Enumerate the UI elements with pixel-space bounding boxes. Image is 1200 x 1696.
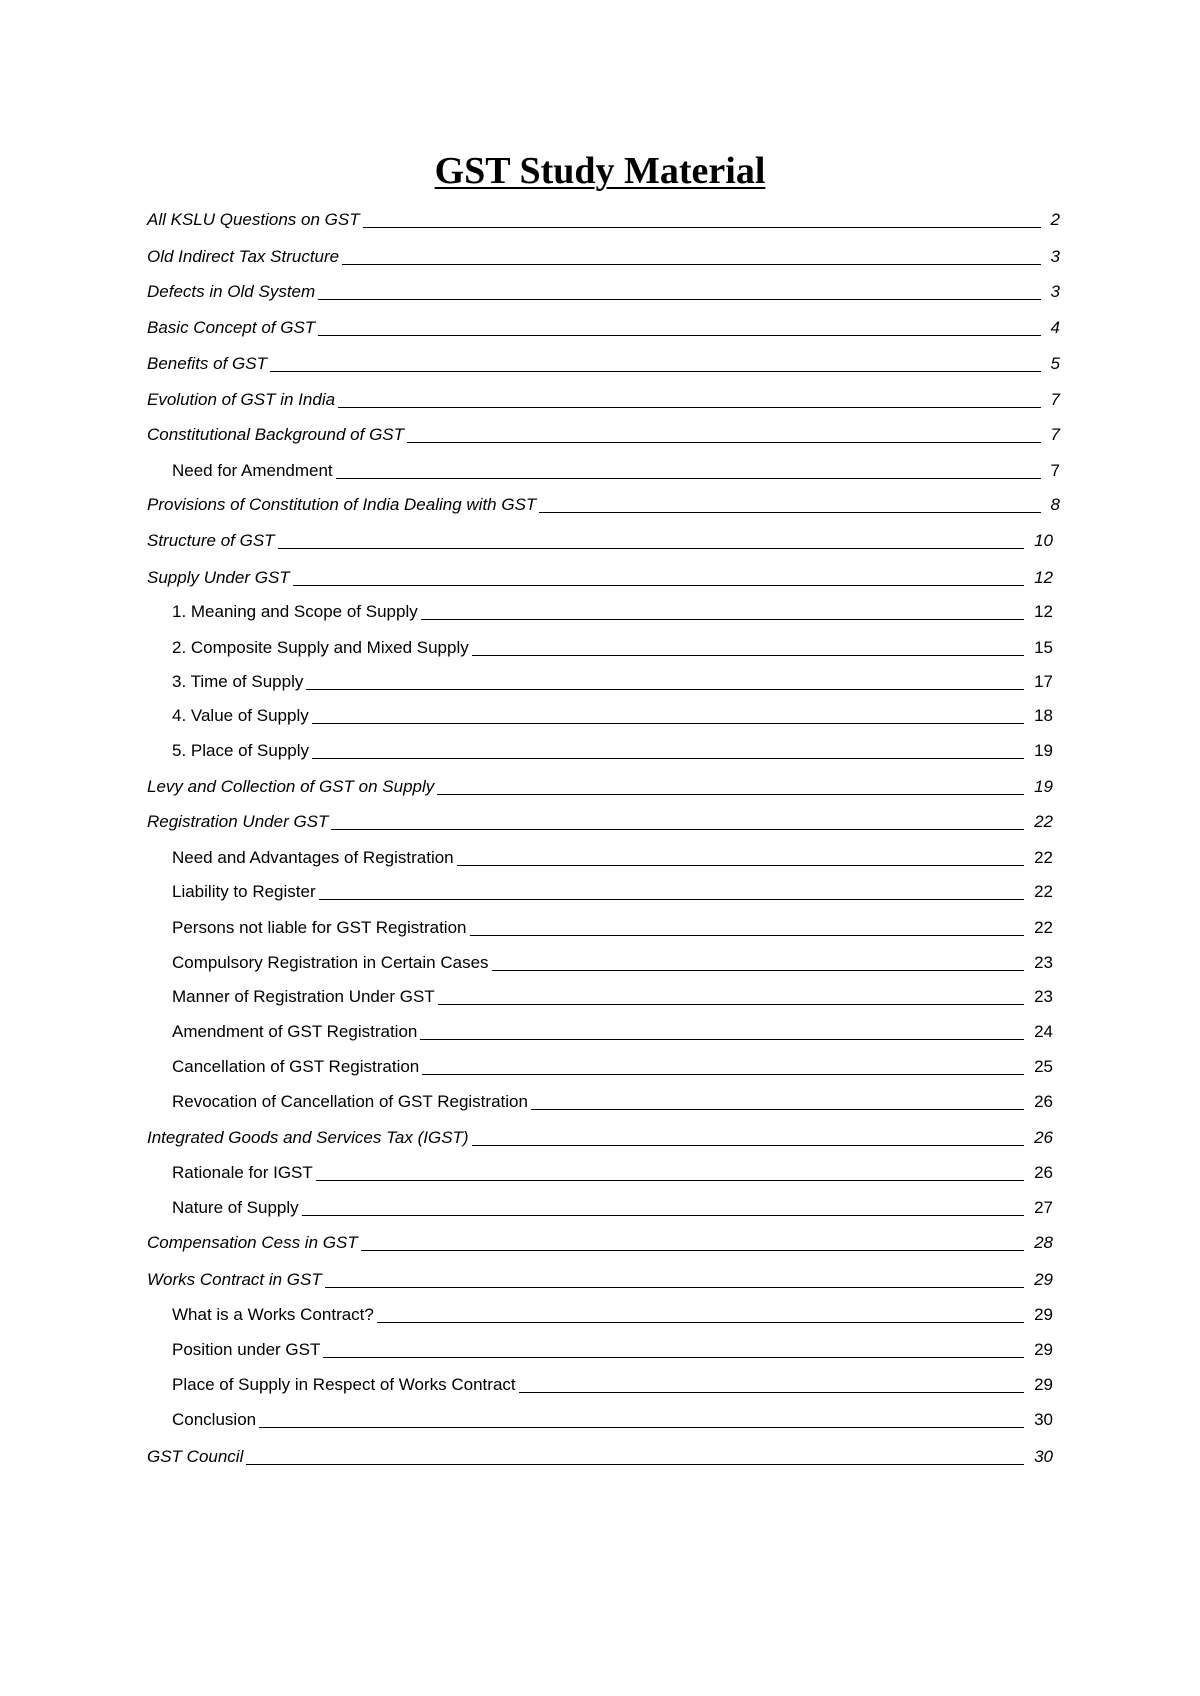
toc-entry[interactable] <box>147 424 1060 446</box>
toc-entry-page-number: 22 <box>1034 848 1053 867</box>
toc-entry[interactable] <box>172 1374 1053 1396</box>
toc-entry-label: What is a Works Contract? <box>172 1305 374 1324</box>
toc-entry-page-number: 30 <box>1034 1410 1053 1429</box>
toc-entry-page-number: 22 <box>1034 918 1053 937</box>
toc-entry-page-number: 15 <box>1034 638 1053 657</box>
toc-entry[interactable] <box>147 317 1060 339</box>
toc-entry-page-number: 12 <box>1034 568 1053 587</box>
toc-leader-line <box>519 1391 1024 1393</box>
toc-entry-label: Need for Amendment <box>172 461 333 480</box>
toc-entry[interactable] <box>172 1021 1053 1043</box>
toc-entry[interactable] <box>172 671 1053 693</box>
toc-leader-line <box>472 654 1024 656</box>
toc-entry-page-number: 30 <box>1034 1447 1053 1466</box>
toc-entry[interactable] <box>147 776 1053 798</box>
toc-entry[interactable] <box>172 917 1053 939</box>
toc-leader-line <box>316 1179 1024 1181</box>
toc-entry-page-number: 23 <box>1034 953 1053 972</box>
toc-entry-page-number: 27 <box>1034 1198 1053 1217</box>
toc-entry-label: Rationale for IGST <box>172 1163 313 1182</box>
toc-entry-label: Need and Advantages of Registration <box>172 848 454 867</box>
toc-entry-label: 3. Time of Supply <box>172 672 304 691</box>
toc-leader-line <box>363 226 1041 228</box>
toc-entry-page-number: 26 <box>1034 1128 1053 1147</box>
toc-entry-label: 1. Meaning and Scope of Supply <box>172 602 418 621</box>
toc-entry[interactable] <box>172 1197 1053 1219</box>
toc-entry-label: Registration Under GST <box>147 812 329 831</box>
toc-entry-page-number: 22 <box>1034 882 1053 901</box>
toc-leader-line <box>437 793 1024 795</box>
toc-entry-label: Old Indirect Tax Structure <box>147 247 340 266</box>
toc-entry-page-number: 3 <box>1050 247 1060 266</box>
toc-entry-page-number: 7 <box>1050 390 1060 409</box>
toc-entry[interactable] <box>172 1304 1053 1326</box>
toc-entry[interactable] <box>172 740 1053 762</box>
toc-entry-label: Basic Concept of GST <box>147 318 316 337</box>
toc-entry-page-number: 29 <box>1034 1270 1053 1289</box>
toc-leader-line <box>492 969 1025 971</box>
toc-entry[interactable] <box>172 1339 1053 1361</box>
toc-entry-page-number: 8 <box>1050 495 1060 514</box>
toc-entry[interactable] <box>147 494 1060 516</box>
toc-entry[interactable] <box>147 353 1060 375</box>
toc-leader-line <box>422 1073 1024 1075</box>
toc-entry-page-number: 26 <box>1034 1163 1053 1182</box>
toc-entry[interactable] <box>147 209 1060 231</box>
toc-entry-label: 5. Place of Supply <box>172 741 310 760</box>
toc-entry-page-number: 19 <box>1034 777 1053 796</box>
toc-entry-label: All KSLU Questions on GST <box>147 210 360 229</box>
toc-entry[interactable] <box>147 1269 1053 1291</box>
toc-entry-page-number: 2 <box>1050 210 1060 229</box>
toc-entry[interactable] <box>172 705 1053 727</box>
toc-entry-label: Defects in Old System <box>147 282 316 301</box>
toc-entry-label: Place of Supply in Respect of Works Contract <box>172 1375 516 1394</box>
toc-entry-page-number: 5 <box>1050 354 1060 373</box>
toc-leader-line <box>306 688 1024 690</box>
toc-entry-label: Structure of GST <box>147 531 275 550</box>
toc-leader-line <box>319 898 1024 900</box>
toc-leader-line <box>246 1463 1024 1465</box>
toc-entry-label: 4. Value of Supply <box>172 706 309 725</box>
toc-entry[interactable] <box>147 1446 1053 1468</box>
toc-entry[interactable] <box>172 601 1053 623</box>
toc-entry[interactable] <box>172 1056 1053 1078</box>
toc-entry[interactable] <box>172 637 1053 659</box>
toc-leader-line <box>531 1108 1024 1110</box>
toc-entry-page-number: 7 <box>1050 461 1060 480</box>
toc-entry[interactable] <box>172 1091 1053 1113</box>
toc-entry-page-number: 4 <box>1050 318 1060 337</box>
toc-leader-line <box>323 1356 1024 1358</box>
toc-entry-page-number: 25 <box>1034 1057 1053 1076</box>
toc-leader-line <box>259 1426 1024 1428</box>
toc-entry-page-number: 24 <box>1034 1022 1053 1041</box>
toc-entry-page-number: 28 <box>1034 1233 1053 1252</box>
toc-leader-line <box>312 722 1024 724</box>
toc-entry-page-number: 22 <box>1034 812 1053 831</box>
toc-entry-label: Position under GST <box>172 1340 321 1359</box>
toc-leader-line <box>407 441 1041 443</box>
toc-entry-label: Compensation Cess in GST <box>147 1233 358 1252</box>
toc-leader-line <box>472 1144 1024 1146</box>
toc-entry[interactable] <box>147 811 1053 833</box>
toc-leader-line <box>457 864 1024 866</box>
toc-entry-label: Cancellation of GST Registration <box>172 1057 420 1076</box>
document-title-text: GST Study Material <box>434 150 766 192</box>
toc-entry[interactable] <box>172 847 1053 869</box>
toc-entry-page-number: 10 <box>1034 531 1053 550</box>
toc-leader-line <box>293 584 1024 586</box>
toc-entry[interactable] <box>172 986 1053 1008</box>
toc-leader-line <box>278 547 1025 549</box>
toc-entry-page-number: 19 <box>1034 741 1053 760</box>
toc-entry[interactable] <box>172 881 1053 903</box>
toc-leader-line <box>421 618 1024 620</box>
toc-entry[interactable] <box>147 1127 1053 1149</box>
toc-leader-line <box>539 511 1040 513</box>
toc-entry-label: GST Council <box>147 1447 244 1466</box>
toc-entry-page-number: 18 <box>1034 706 1053 725</box>
toc-entry[interactable] <box>147 567 1053 589</box>
toc-entry[interactable] <box>147 389 1060 411</box>
toc-entry-label: Constitutional Background of GST <box>147 425 405 444</box>
toc-entry-label: Manner of Registration Under GST <box>172 987 435 1006</box>
toc-entry[interactable] <box>147 530 1053 552</box>
toc-entry-label: Nature of Supply <box>172 1198 299 1217</box>
toc-entry-label: Integrated Goods and Services Tax (IGST) <box>147 1128 469 1147</box>
toc-entry-label: Persons not liable for GST Registration <box>172 918 467 937</box>
toc-leader-line <box>377 1321 1024 1323</box>
toc-leader-line <box>420 1038 1024 1040</box>
toc-leader-line <box>318 298 1040 300</box>
toc-entry-label: Compulsory Registration in Certain Cases <box>172 953 489 972</box>
toc-entry-label: Evolution of GST in India <box>147 390 336 409</box>
toc-leader-line <box>325 1286 1024 1288</box>
toc-entry[interactable] <box>147 1232 1053 1254</box>
toc-entry-page-number: 29 <box>1034 1305 1053 1324</box>
toc-entry-page-number: 29 <box>1034 1340 1053 1359</box>
toc-entry-label: Levy and Collection of GST on Supply <box>147 777 435 796</box>
toc-leader-line <box>361 1249 1024 1251</box>
toc-leader-line <box>438 1003 1024 1005</box>
toc-entry-label: Liability to Register <box>172 882 316 901</box>
toc-entry[interactable] <box>147 246 1060 268</box>
toc-entry-label: Conclusion <box>172 1410 257 1429</box>
toc-entry[interactable] <box>172 952 1053 974</box>
toc-entry-label: Revocation of Cancellation of GST Registration <box>172 1092 528 1111</box>
toc-leader-line <box>331 828 1024 830</box>
toc-entry-page-number: 17 <box>1034 672 1053 691</box>
toc-entry-page-number: 12 <box>1034 602 1053 621</box>
toc-entry[interactable] <box>172 460 1060 482</box>
toc-entry-label: Supply Under GST <box>147 568 290 587</box>
toc-entry[interactable] <box>172 1162 1053 1184</box>
toc-entry-label: Provisions of Constitution of India Dealing with GST <box>147 495 537 514</box>
toc-entry-label: Benefits of GST <box>147 354 267 373</box>
toc-entry[interactable] <box>172 1409 1053 1431</box>
toc-entry-label: 2. Composite Supply and Mixed Supply <box>172 638 469 657</box>
toc-leader-line <box>336 477 1041 479</box>
toc-entry-page-number: 29 <box>1034 1375 1053 1394</box>
toc-entry-page-number: 26 <box>1034 1092 1053 1111</box>
toc-leader-line <box>318 334 1040 336</box>
toc-entry-label: Amendment of GST Registration <box>172 1022 418 1041</box>
toc-entry-label: Works Contract in GST <box>147 1270 322 1289</box>
toc-leader-line <box>470 934 1025 936</box>
toc-leader-line <box>302 1214 1024 1216</box>
toc-entry-page-number: 23 <box>1034 987 1053 1006</box>
toc-leader-line <box>270 370 1041 372</box>
toc-leader-line <box>312 757 1024 759</box>
toc-leader-line <box>342 263 1040 265</box>
toc-entry-page-number: 3 <box>1050 282 1060 301</box>
toc-entry[interactable] <box>147 281 1060 303</box>
toc-entry-page-number: 7 <box>1050 425 1060 444</box>
toc-leader-line <box>338 406 1040 408</box>
